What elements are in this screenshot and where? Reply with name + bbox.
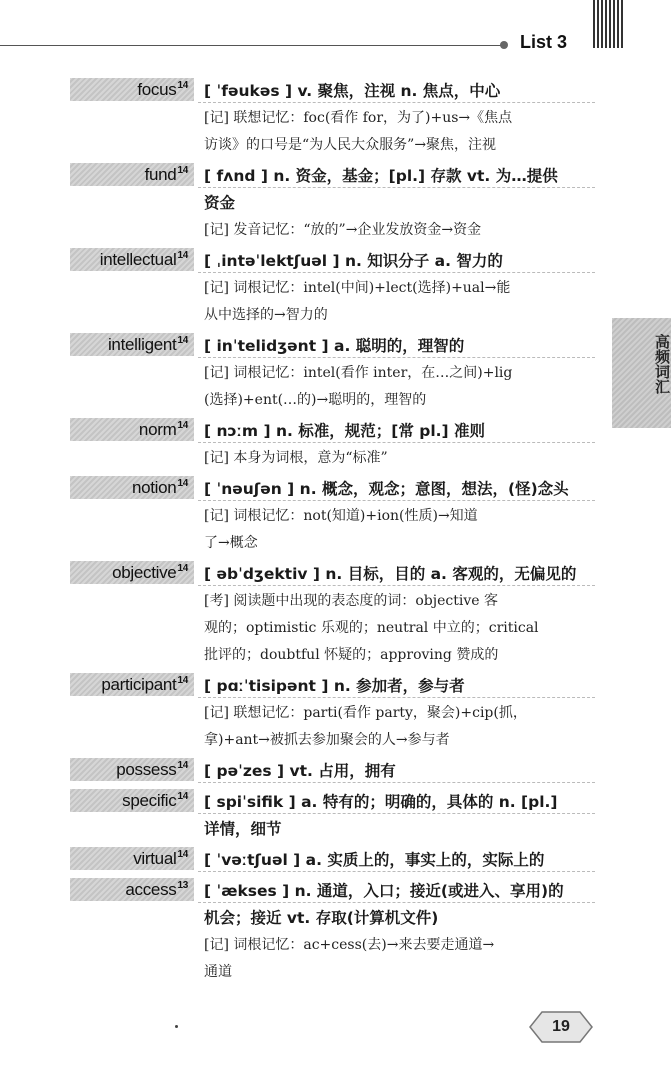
headword-text: fund <box>144 165 177 184</box>
page-number-badge <box>528 1010 594 1044</box>
page-number: 19 <box>552 1018 570 1035</box>
memory-note: 拿)+ant→被抓去参加聚会的人→参与者 <box>204 732 450 748</box>
frequency-count: 14 <box>177 420 188 432</box>
vocab-entry-row <box>70 416 595 445</box>
frequency-count: 14 <box>177 563 188 575</box>
headword-text: participant <box>101 675 177 694</box>
frequency-count: 14 <box>177 165 188 177</box>
definition-continuation: 资金 <box>204 194 236 212</box>
vocab-entry-row <box>70 845 595 874</box>
headword <box>70 878 194 901</box>
vocab-entry <box>70 787 595 843</box>
memory-note: [记] 发音记忆：“放的”→企业发放资金→资金 <box>204 222 482 238</box>
vocab-entry-row <box>70 246 595 275</box>
vocab-entry <box>70 246 595 329</box>
header-rule-dot <box>500 41 508 49</box>
thumb-index-marks <box>593 0 625 48</box>
definition: [ spiˈsifik ] a. 特有的；明确的，具体的 n. [pl.] <box>204 793 558 811</box>
definition: [ ˈnəuʃən ] n. 概念，观念；意图，想法，(怪)念头 <box>204 480 569 498</box>
definition: [ ˌintəˈlektʃuəl ] n. 知识分子 a. 智力的 <box>204 252 503 270</box>
memory-note: 批评的；doubtful 怀疑的；approving 赞成的 <box>204 647 499 663</box>
side-tab-label: 高频词汇 <box>653 334 671 394</box>
vocab-entry-row <box>70 161 595 190</box>
memory-note: [记] 联想记忆：foc(看作 for，为了)+us→《焦点 <box>204 110 513 126</box>
vocab-entry-row <box>70 876 595 905</box>
headword <box>70 673 194 696</box>
frequency-count: 14 <box>177 80 188 92</box>
headword <box>70 476 194 499</box>
vocab-entry-row <box>70 671 595 700</box>
vocab-entry <box>70 76 595 159</box>
vocab-entry <box>70 756 595 785</box>
headword <box>70 163 194 186</box>
vocab-entry <box>70 474 595 557</box>
memory-note: [记] 词根记忆：intel(看作 inter，在…之间)+lig <box>204 365 513 381</box>
memory-note: [考] 阅读题中出现的表态度的词：objective 客 <box>204 593 498 609</box>
vocab-entry-row <box>70 756 595 785</box>
frequency-count: 14 <box>177 335 188 347</box>
footer-dot <box>175 1025 178 1028</box>
memory-note: (选择)+ent(…的)→聪明的，理智的 <box>204 392 427 408</box>
memory-note: 通道 <box>204 964 232 980</box>
vocabulary-list <box>70 76 595 988</box>
headword-text: notion <box>131 478 177 497</box>
headword <box>70 248 194 271</box>
definition: [ nɔːm ] n. 标准，规范；[常 pl.] 准则 <box>204 422 486 440</box>
side-tab <box>612 318 671 428</box>
headword <box>70 418 194 441</box>
headword-text: access <box>125 880 177 899</box>
frequency-count: 14 <box>177 849 188 861</box>
vocab-entry <box>70 161 595 244</box>
headword-text: intellectual <box>99 250 177 269</box>
frequency-count: 14 <box>177 791 188 803</box>
frequency-count: 14 <box>177 675 188 687</box>
definition: [ fʌnd ] n. 资金，基金；[pl.] 存款 vt. 为…提供 <box>204 167 558 185</box>
headword-text: virtual <box>133 849 177 868</box>
vocab-entry <box>70 559 595 669</box>
headword <box>70 561 194 584</box>
frequency-count: 14 <box>177 250 188 262</box>
headword <box>70 333 194 356</box>
vocab-entry <box>70 671 595 754</box>
memory-note: 从中选择的→智力的 <box>204 307 328 323</box>
headword <box>70 78 194 101</box>
memory-note: 观的；optimistic 乐观的；neutral 中立的；critical <box>204 620 539 636</box>
memory-note: [记] 词根记忆：ac+cess(去)→来去要走通道→ <box>204 937 495 953</box>
vocab-entry-row <box>70 331 595 360</box>
vocab-entry <box>70 331 595 414</box>
definition: [ əbˈdʒektiv ] n. 目标，目的 a. 客观的，无偏见的 <box>204 565 577 583</box>
definition: [ ˈækses ] n. 通道，入口；接近(或进入、享用)的 <box>204 882 564 900</box>
definition-continuation: 详情，细节 <box>204 820 282 838</box>
vocab-entry <box>70 845 595 874</box>
definition: [ pəˈzes ] vt. 占用，拥有 <box>204 762 396 780</box>
vocab-entry-row <box>70 76 595 105</box>
memory-note: [记] 本身为词根，意为“标准” <box>204 450 388 466</box>
frequency-count: 13 <box>177 880 188 892</box>
headword-text: focus <box>137 80 177 99</box>
memory-note: [记] 词根记忆：intel(中间)+lect(选择)+ual→能 <box>204 280 511 296</box>
header-rule <box>0 45 505 46</box>
headword <box>70 847 194 870</box>
list-title: List 3 <box>520 32 568 52</box>
definition: [ pɑːˈtisipənt ] n. 参加者，参与者 <box>204 677 465 695</box>
frequency-count: 14 <box>177 478 188 490</box>
definition: [ ˈvəːtʃuəl ] a. 实质上的，事实上的，实际上的 <box>204 851 545 869</box>
headword-text: intelligent <box>107 335 177 354</box>
definition: [ ˈfəukəs ] v. 聚焦，注视 n. 焦点，中心 <box>204 82 501 100</box>
frequency-count: 14 <box>177 760 188 772</box>
headword-text: possess <box>116 760 177 779</box>
memory-note: [记] 联想记忆：parti(看作 party，聚会)+cip(抓， <box>204 705 527 721</box>
vocab-entry-row <box>70 474 595 503</box>
headword <box>70 789 194 812</box>
headword <box>70 758 194 781</box>
memory-note: 了→概念 <box>204 535 258 551</box>
vocab-entry <box>70 416 595 472</box>
headword-text: objective <box>112 563 177 582</box>
vocab-entry-row <box>70 787 595 816</box>
definition: [ inˈtelidʒənt ] a. 聪明的，理智的 <box>204 337 465 355</box>
vocab-entry-row <box>70 559 595 588</box>
definition-continuation: 机会；接近 vt. 存取(计算机文件) <box>204 909 439 927</box>
memory-note: 访谈》的口号是“为人民大众服务”→聚焦，注视 <box>204 137 497 153</box>
vocab-entry <box>70 876 595 986</box>
headword-text: specific <box>122 791 177 810</box>
memory-note: [记] 词根记忆：not(知道)+ion(性质)→知道 <box>204 508 478 524</box>
headword-text: norm <box>138 420 177 439</box>
